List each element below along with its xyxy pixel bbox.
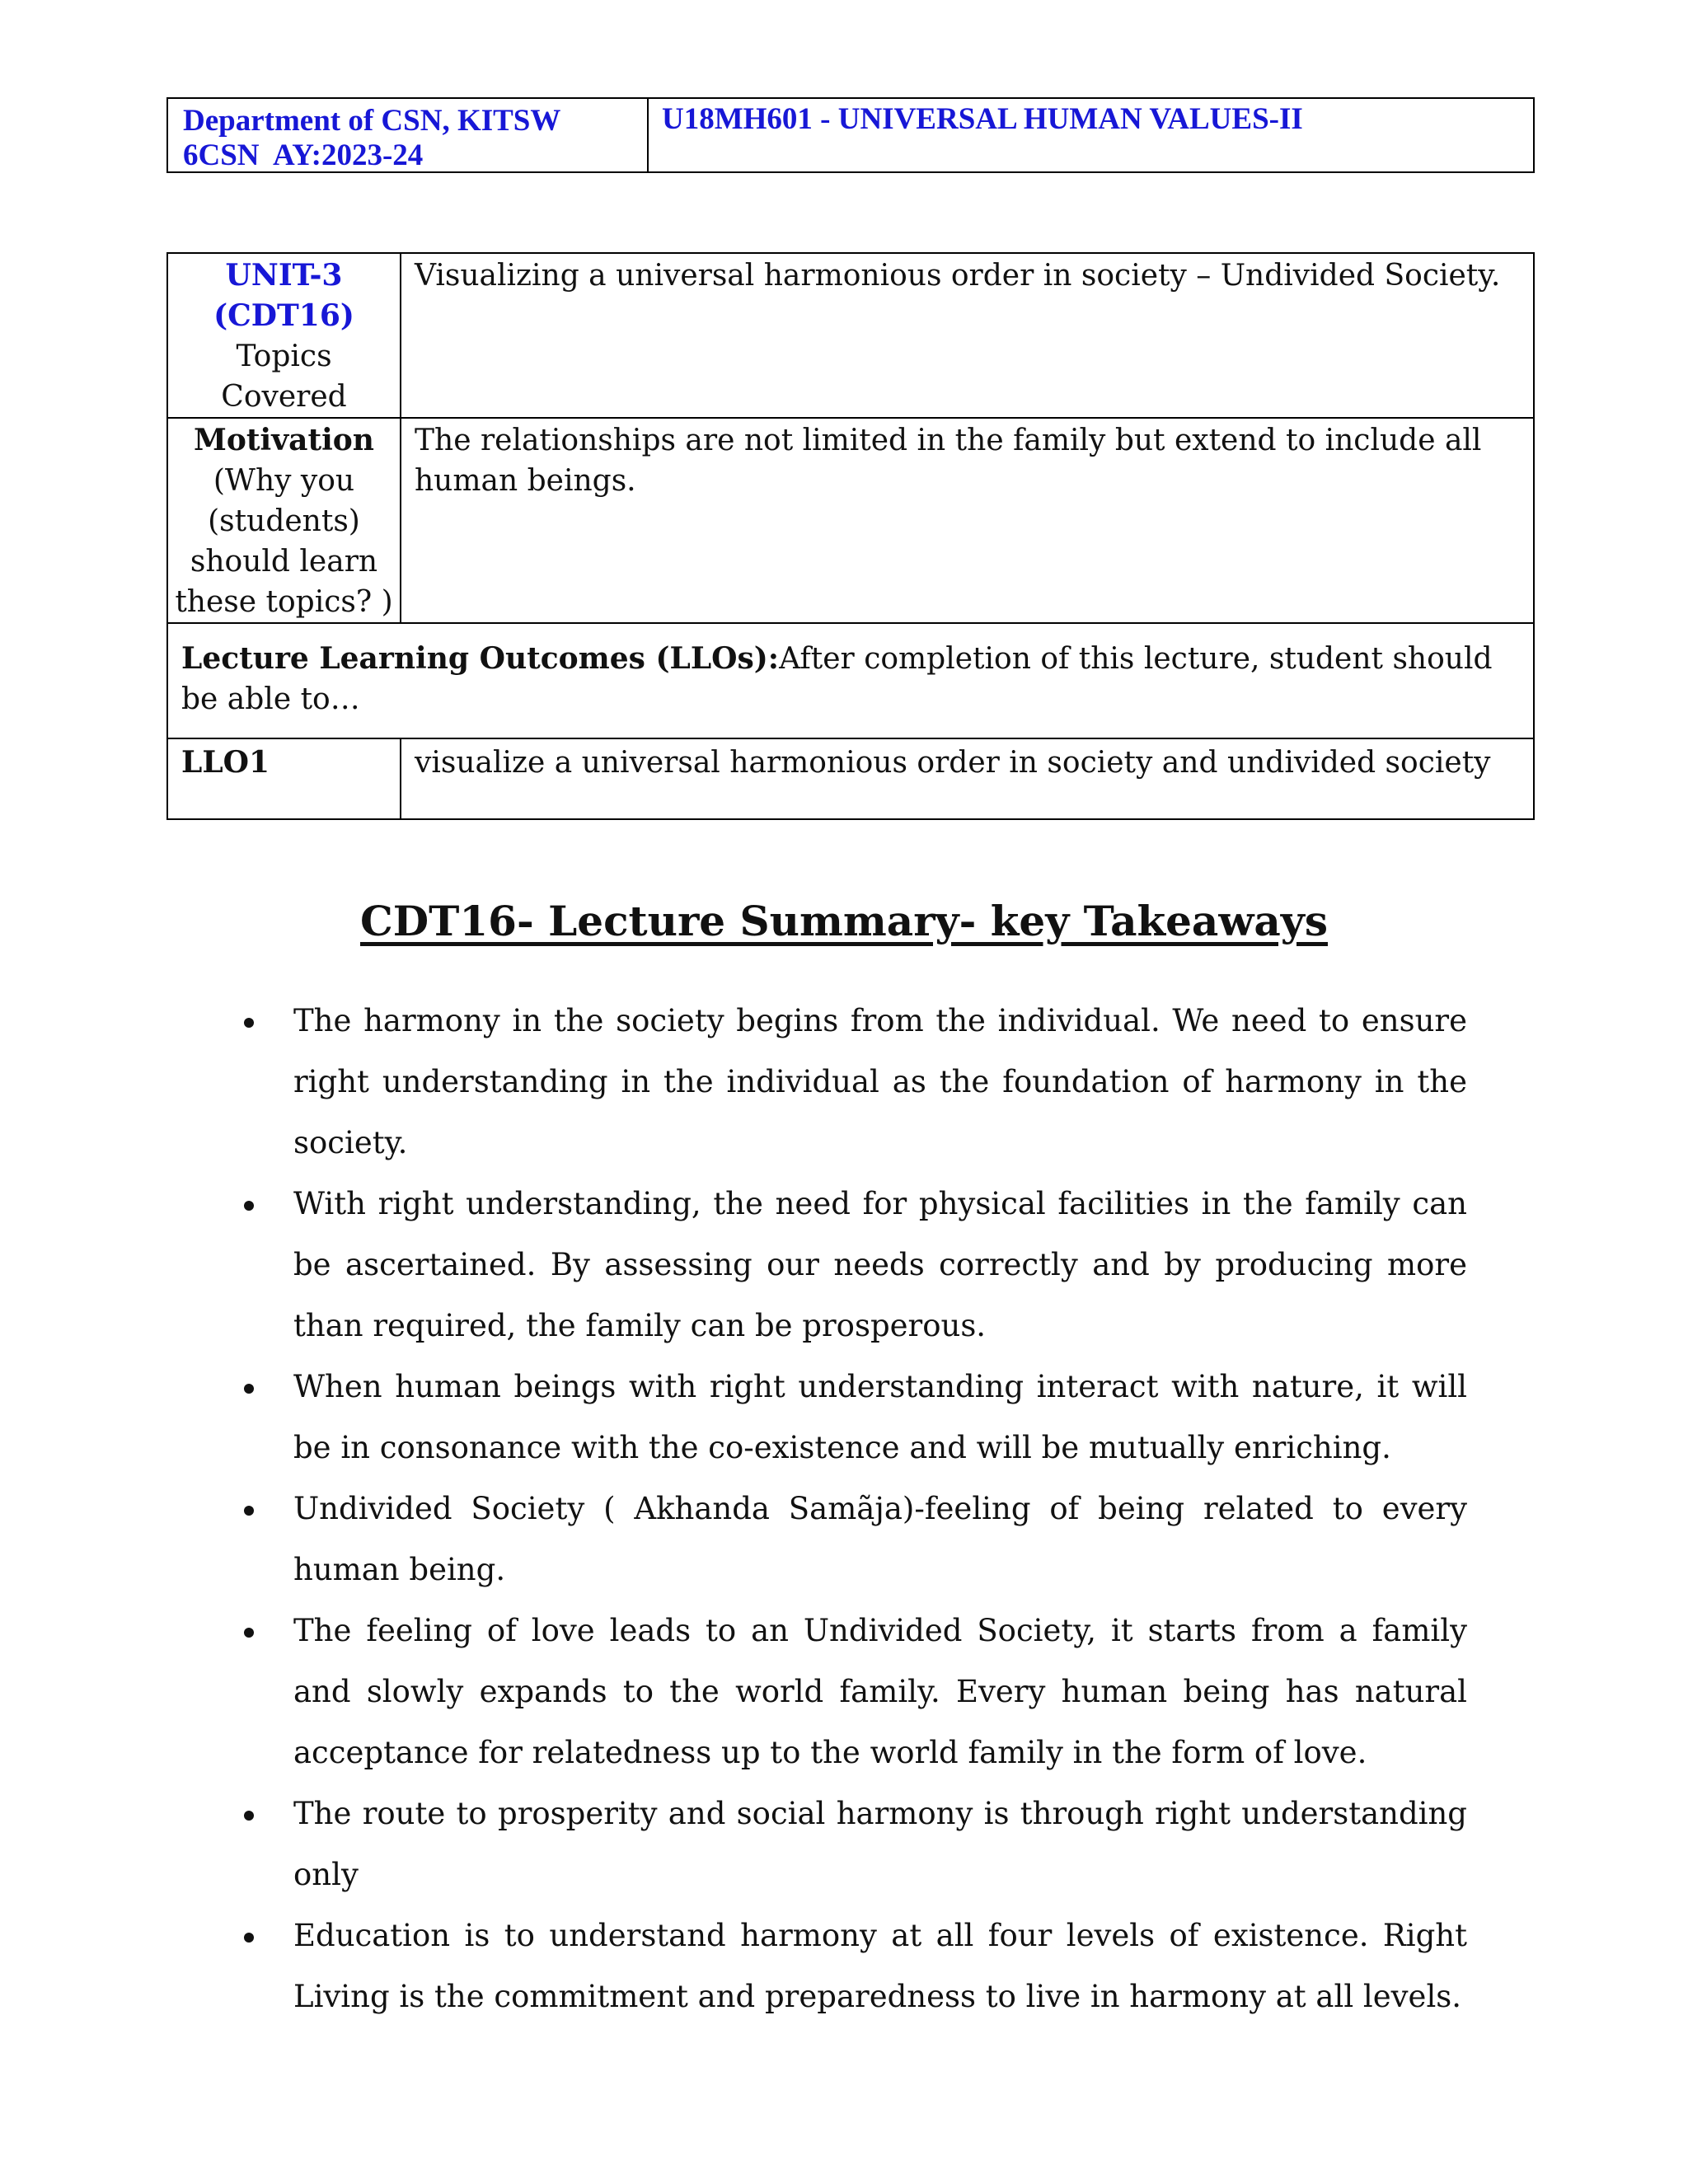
- list-item-text: The feeling of love leads to an Undivided Society, it starts from a family and slowly expands to the world family. Every human being has natural acceptance for relatedness up to the world family in the form of love.: [293, 1613, 1467, 1770]
- unit-label: UNIT-3: [225, 258, 343, 293]
- topics-label-cell: [167, 253, 401, 418]
- llo-intro: After completion of this lecture, student should be able to…: [181, 642, 1493, 716]
- motivation-value: The relationships are not limited in the family but extend to include all human beings.: [401, 418, 1534, 623]
- list-item-text: When human beings with right understanding interact with nature, it will be in consonance with the co-existence and will be mutually enriching.: [293, 1369, 1467, 1465]
- list-item-text: The route to prosperity and social harmony is through right understanding only: [293, 1796, 1467, 1892]
- header-department: Department of CSN, KITSW 6CSN AY:2023-24: [168, 99, 649, 171]
- bullet-icon: [244, 1933, 254, 1943]
- list-item: [239, 991, 1467, 1174]
- motivation-row: [167, 418, 1534, 623]
- motivation-label-cell: [167, 418, 401, 623]
- summary-list: [239, 991, 1467, 2027]
- header-course: U18MH601 - UNIVERSAL HUMAN VALUES-II: [662, 102, 1303, 136]
- list-item: [239, 1357, 1467, 1479]
- bullet-icon: [244, 1201, 254, 1211]
- llo-heading-cell: [167, 623, 1534, 738]
- motivation-sub: (Why you (students) should learn these topics? ): [175, 464, 393, 619]
- list-item-text: Undivided Society ( Akhanda Samãja)-feeling of being related to every human being.: [293, 1491, 1467, 1587]
- topics-value: Visualizing a universal harmonious order in society – Undivided Society.: [401, 253, 1534, 418]
- topics-label: Topics Covered: [221, 340, 347, 414]
- summary-title: CDT16- Lecture Summary- key Takeaways: [360, 897, 1328, 945]
- motivation-label: Motivation: [194, 423, 374, 457]
- list-item-text: The harmony in the society begins from the individual. We need to ensure right understanding in the individual as the foundation of harmony in the society.: [293, 1003, 1467, 1160]
- bullet-icon: [244, 1506, 254, 1516]
- list-item: [239, 1479, 1467, 1601]
- llo1-value: visualize a universal harmonious order in society and undivided society: [401, 738, 1534, 819]
- unit-code: (CDT16): [213, 298, 354, 333]
- info-table: [166, 252, 1535, 820]
- bullet-icon: [244, 1628, 254, 1638]
- header-table: [166, 97, 1535, 173]
- llo-heading-row: [167, 623, 1534, 738]
- bullet-icon: [244, 1811, 254, 1821]
- list-item: [239, 1174, 1467, 1357]
- list-item: [239, 1783, 1467, 1905]
- bullet-icon: [244, 1384, 254, 1394]
- llo1-label: LLO1: [167, 738, 401, 819]
- llo1-row: [167, 738, 1534, 819]
- list-item: [239, 1905, 1467, 2027]
- topics-row: [167, 253, 1534, 418]
- list-item-text: Education is to understand harmony at all four levels of existence. Right Living is the commitment and preparedness to live in harmony at all levels.: [293, 1918, 1467, 2014]
- list-item-text: With right understanding, the need for physical facilities in the family can be ascertained. By assessing our needs correctly and by producing more than required, the family can be prosperous.: [293, 1186, 1467, 1343]
- bullet-icon: [244, 1018, 254, 1028]
- list-item: [239, 1601, 1467, 1783]
- llo-heading: Lecture Learning Outcomes (LLOs):: [181, 641, 780, 676]
